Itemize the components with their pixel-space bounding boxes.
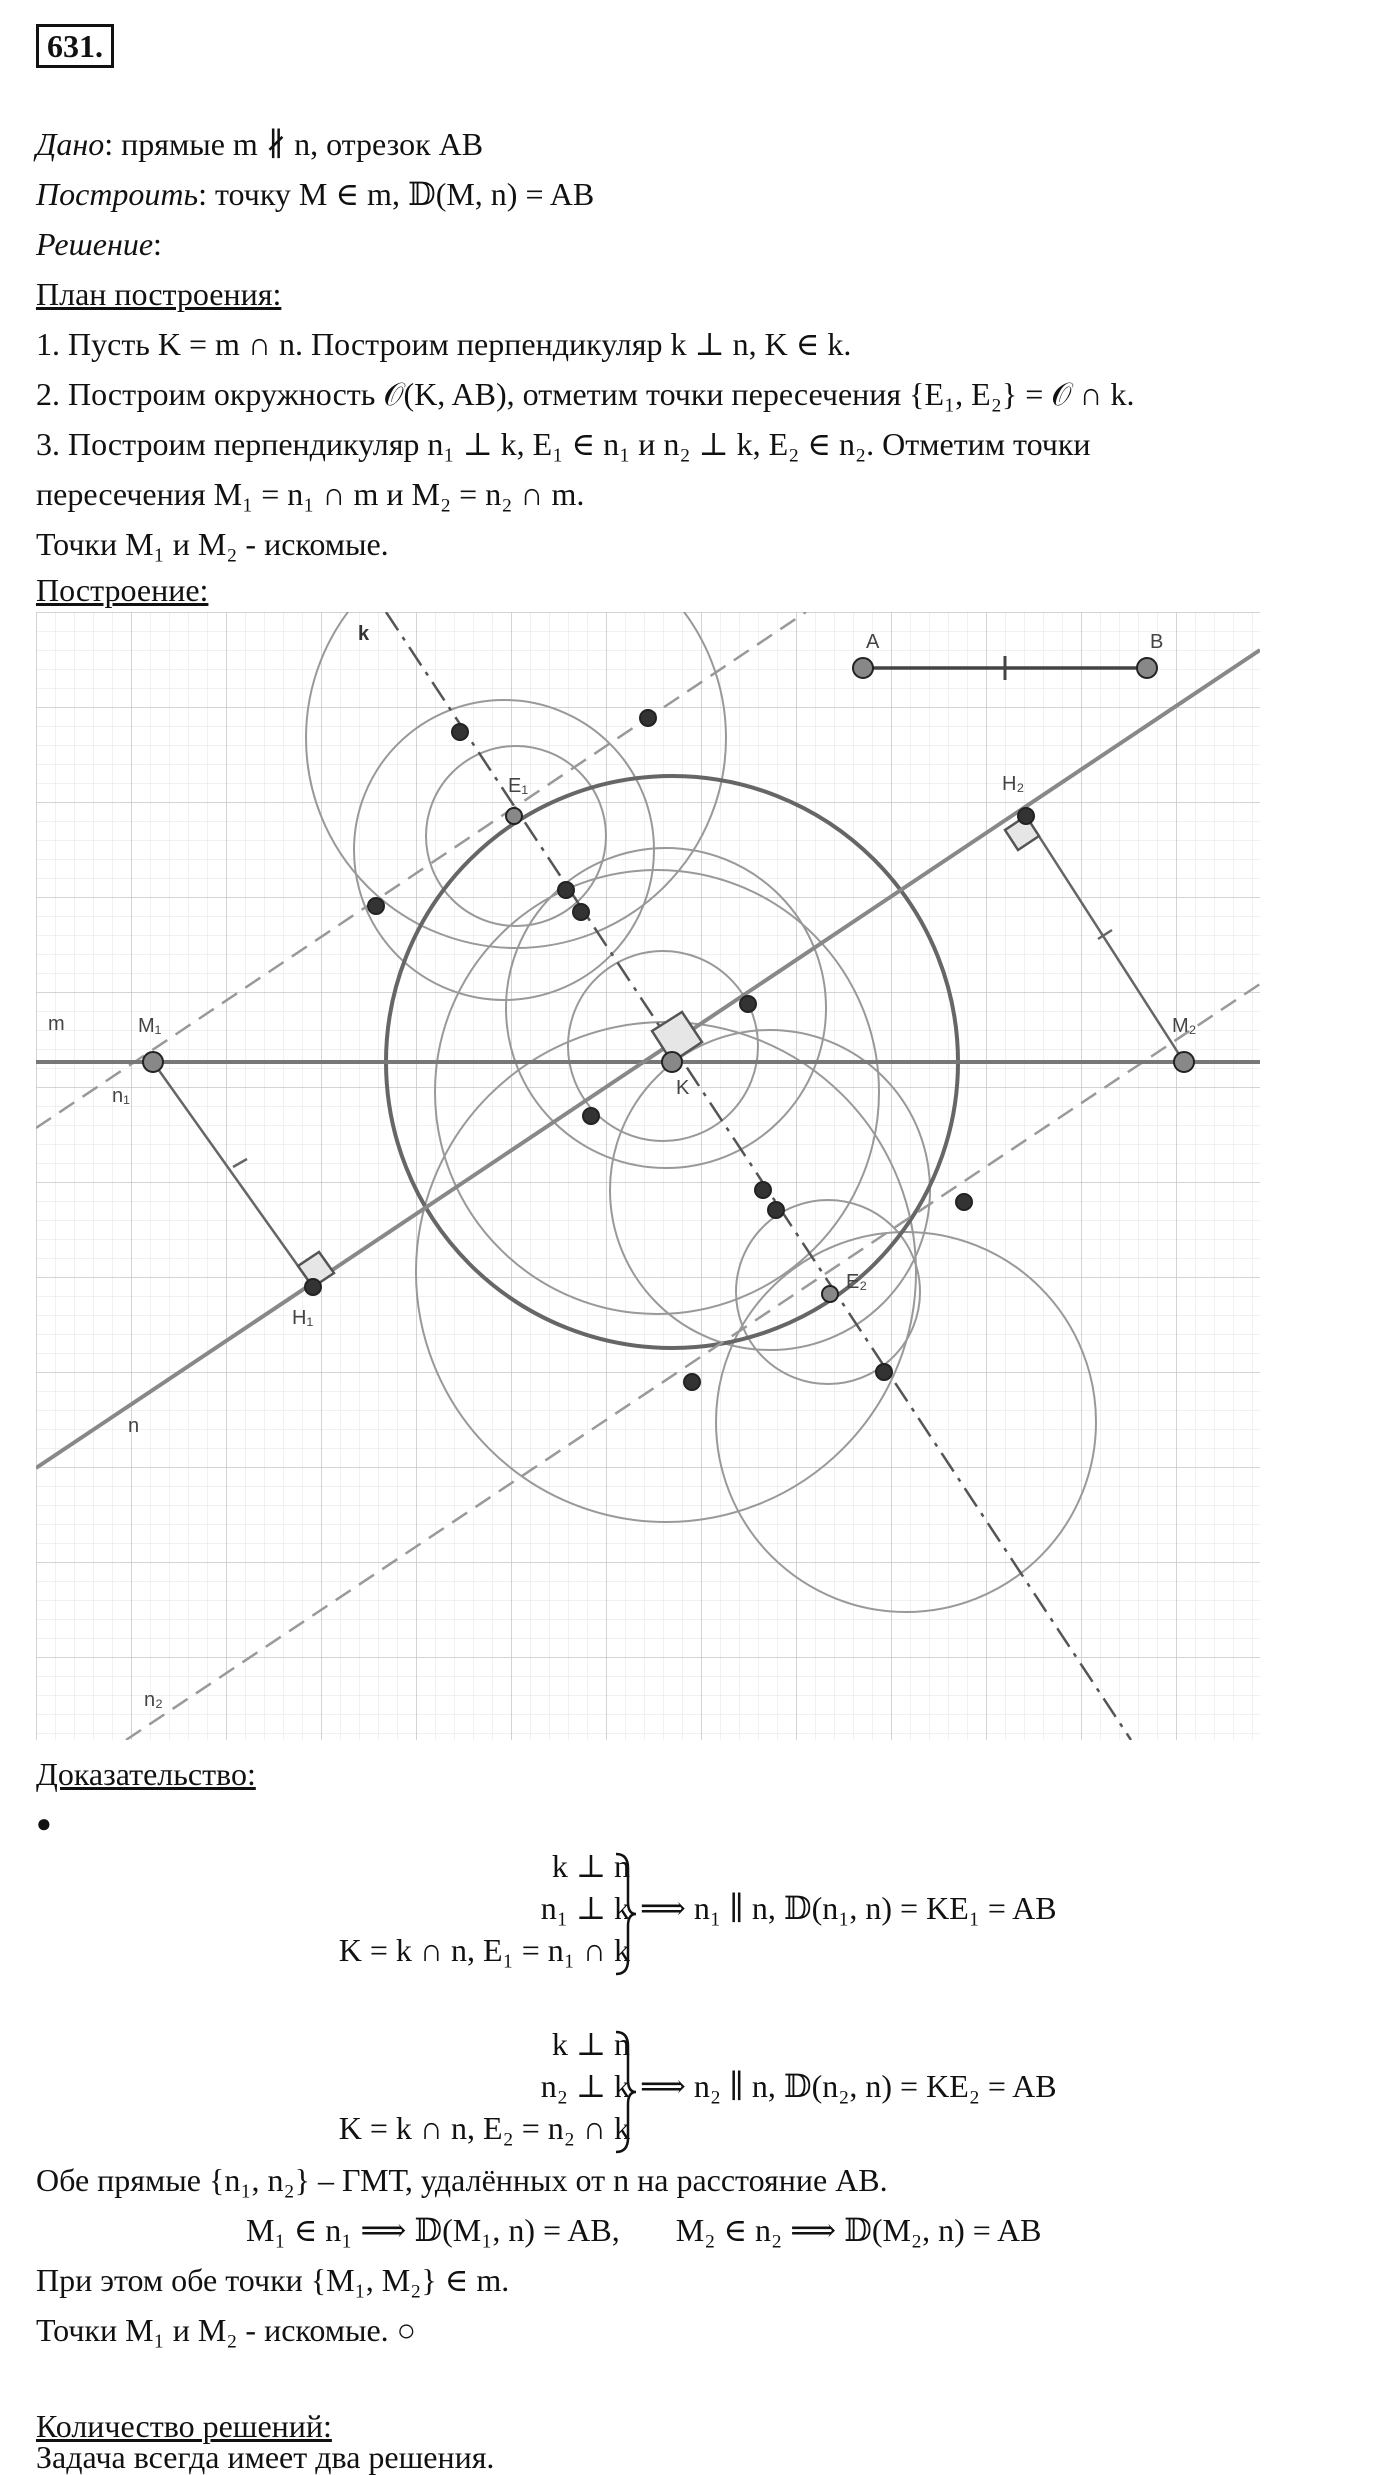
construction-figure — [36, 612, 1260, 1740]
label-h1: H₁ — [292, 1307, 314, 1329]
label-b: B — [1150, 631, 1164, 653]
proof-line-4: Точки M₁ и M₂ - искомые. ○ — [36, 2312, 416, 2348]
given-label: Дано — [36, 126, 105, 162]
grid — [36, 612, 1260, 1740]
plan-conclusion: Точки M₁ и M₂ - искомые. — [36, 526, 389, 562]
point — [740, 996, 756, 1012]
system1-row-1: k ⊥ n — [551, 1848, 630, 1884]
system2-row-1: k ⊥ n — [551, 2026, 630, 2062]
bullet: ● — [36, 1809, 52, 1838]
given-text: : прямые m ∦ n, отрезок AB — [104, 126, 484, 162]
label-m2: M₂ — [1172, 1015, 1197, 1037]
point — [558, 882, 574, 898]
point-m2 — [1174, 1052, 1194, 1072]
point — [755, 1182, 771, 1198]
plan-step-1: 1. Пусть K = m ∩ n. Построим перпендикуляр k ⊥ n, K ∈ k. — [36, 326, 852, 362]
point — [368, 898, 384, 914]
system2-brace — [614, 2030, 638, 2154]
solution-line — [36, 224, 162, 264]
proof-line-3: При этом обе точки {M₁, M₂} ∈ m. — [36, 2262, 510, 2298]
plan-step-3: 3. Построим перпендикуляр n₁ ⊥ k, E₁ ∈ n₁ и n₂ ⊥ k, E₂ ∈ n₂. Отметим точки — [36, 426, 1091, 462]
system1-row-3: K = k ∩ n, E₁ = n₁ ∩ k — [338, 1932, 630, 1968]
label-e2: E₂ — [846, 1271, 868, 1293]
construct-label: Построить — [36, 176, 199, 212]
label-m1: M₁ — [138, 1015, 162, 1037]
point-h1 — [305, 1279, 321, 1295]
label-n2: n₂ — [144, 1689, 163, 1711]
problem-number: 631. — [36, 24, 114, 68]
system2-result: ⟹ n₂ ∥ n, 𝔻(n₂, n) = KE₂ = AB — [640, 2068, 1057, 2104]
label-m: m — [48, 1013, 65, 1035]
system1-row-2: n₁ ⊥ k — [540, 1890, 630, 1926]
solution-label: Решение — [36, 226, 154, 262]
point-h2 — [1018, 808, 1034, 824]
point-k — [662, 1052, 682, 1072]
label-n: n — [128, 1415, 140, 1437]
proof-line-1: Обе прямые {n₁, n₂} – ГМТ, удалённых от n на расстояние AB. — [36, 2162, 888, 2198]
plan-step-3-cont: пересечения M₁ = n₁ ∩ m и M₂ = n₂ ∩ m. — [36, 476, 585, 512]
system1-brace — [614, 1852, 638, 1976]
solution-text: : — [153, 226, 162, 262]
plan-heading: План построения: — [36, 276, 282, 312]
proof-heading: Доказательство: — [36, 1756, 256, 1792]
plan-step-2: 2. Построим окружность 𝒪(K, AB), отметим точки пересечения {E₁, E₂} = 𝒪 ∩ k. — [36, 376, 1135, 412]
point-e2 — [822, 1286, 838, 1302]
label-h2: H₂ — [1002, 773, 1025, 795]
construction-heading: Построение: — [36, 572, 209, 608]
label-a: A — [866, 631, 880, 653]
point — [768, 1202, 784, 1218]
point-b — [1137, 658, 1157, 678]
count-text: Задача всегда имеет два решения. — [36, 2439, 495, 2475]
label-k-point: K — [676, 1077, 690, 1099]
point-a — [853, 658, 873, 678]
point-m1 — [143, 1052, 163, 1072]
given-line — [36, 124, 483, 164]
system2-row-3: K = k ∩ n, E₂ = n₂ ∩ k — [338, 2110, 630, 2146]
point-e1 — [506, 808, 522, 824]
label-e1: E₁ — [508, 775, 529, 797]
point — [452, 724, 468, 740]
system1-result: ⟹ n₁ ∥ n, 𝔻(n₁, n) = KE₁ = AB — [640, 1890, 1057, 1926]
point — [583, 1108, 599, 1124]
point — [573, 904, 589, 920]
label-k: k — [358, 623, 370, 645]
proof-line-2: M₁ ∈ n₁ ⟹ 𝔻(M₁, n) = AB, M₂ ∈ n₂ ⟹ 𝔻(M₂, n) = AB — [246, 2212, 1042, 2248]
system2-row-2: n₂ ⊥ k — [540, 2068, 630, 2104]
point — [684, 1374, 700, 1390]
count-heading: Количество решений: — [36, 2408, 332, 2444]
construct-text: : точку M ∈ m, 𝔻(M, n) = AB — [198, 176, 595, 212]
construct-line — [36, 174, 594, 214]
label-n1: n₁ — [112, 1085, 130, 1107]
point — [876, 1364, 892, 1380]
point — [956, 1194, 972, 1210]
point — [640, 710, 656, 726]
